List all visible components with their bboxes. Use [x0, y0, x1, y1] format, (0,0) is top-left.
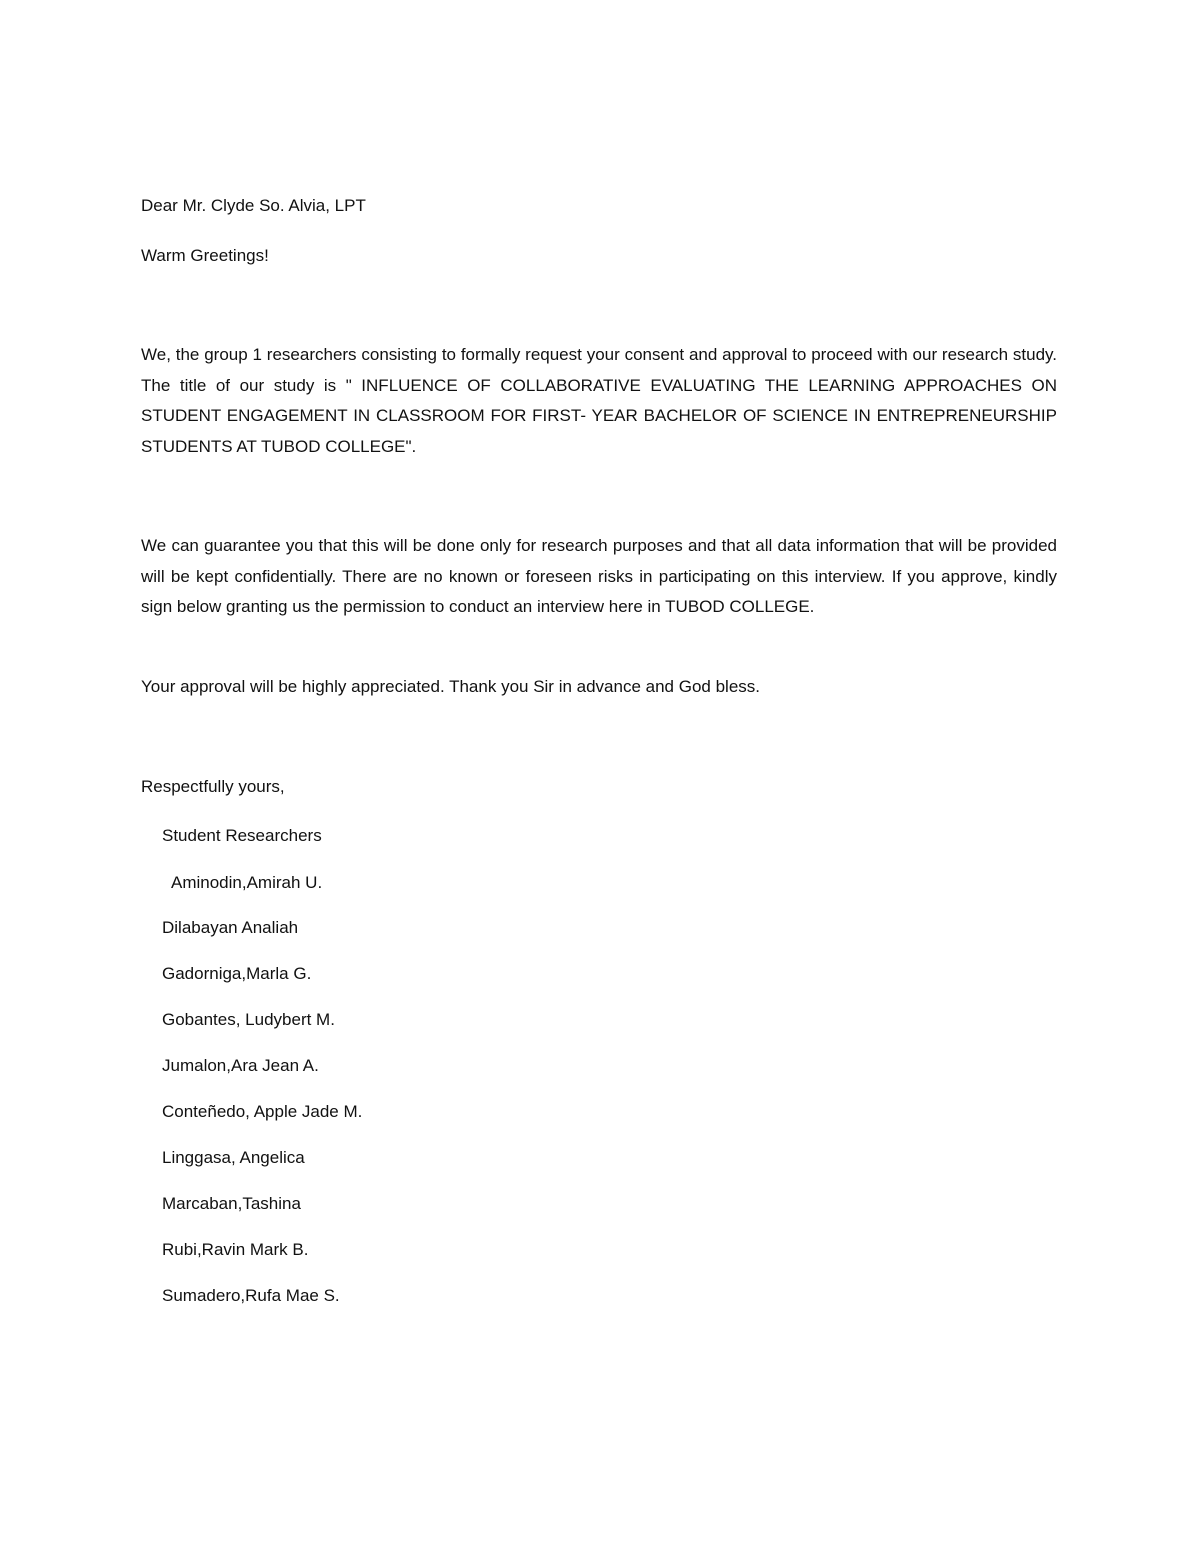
researcher-name: Linggasa, Angelica — [162, 1148, 305, 1167]
paragraph-appreciation: Your approval will be highly appreciated. Thank you Sir in advance and God bless. — [141, 677, 760, 696]
researcher-name: Jumalon,Ara Jean A. — [162, 1056, 319, 1075]
greeting: Warm Greetings! — [141, 246, 269, 265]
researcher-name: Rubi,Ravin Mark B. — [162, 1240, 309, 1259]
closing: Respectfully yours, — [141, 777, 285, 796]
paragraph-request: We, the group 1 researchers consisting to formally request your consent and approval to proceed with our research study. The title of our study is " INFLUENCE OF COLLABORATIVE EVALUATING THE LEARNING APPROACHES ON STUDENT ENGAGEMENT IN CLASSROOM FOR FIRST- YEAR BACHELOR OF SCIENCE IN ENTREPRENEURSHIP STUDENTS AT TUBOD COLLEGE". — [141, 345, 1057, 456]
researcher-name: Gobantes, Ludybert M. — [162, 1010, 335, 1029]
researcher-name: Gadorniga,Marla G. — [162, 964, 312, 983]
salutation: Dear Mr. Clyde So. Alvia, LPT — [141, 196, 366, 215]
researcher-name: Conteñedo, Apple Jade M. — [162, 1102, 363, 1121]
researcher-name: Sumadero,Rufa Mae S. — [162, 1286, 340, 1305]
researcher-name: Marcaban,Tashina — [162, 1194, 301, 1213]
paragraph-guarantee: We can guarantee you that this will be done only for research purposes and that all data information that will be provided will be kept confidentially. There are no known or foreseen risks in participating on this interview. If you approve, kindly sign below granting us the permission to conduct an interview here in TUBOD COLLEGE. — [141, 536, 1057, 616]
researcher-name: Aminodin,Amirah U. — [171, 873, 323, 892]
signatory-title: Student Researchers — [162, 826, 322, 845]
researcher-name: Dilabayan Analiah — [162, 918, 299, 937]
